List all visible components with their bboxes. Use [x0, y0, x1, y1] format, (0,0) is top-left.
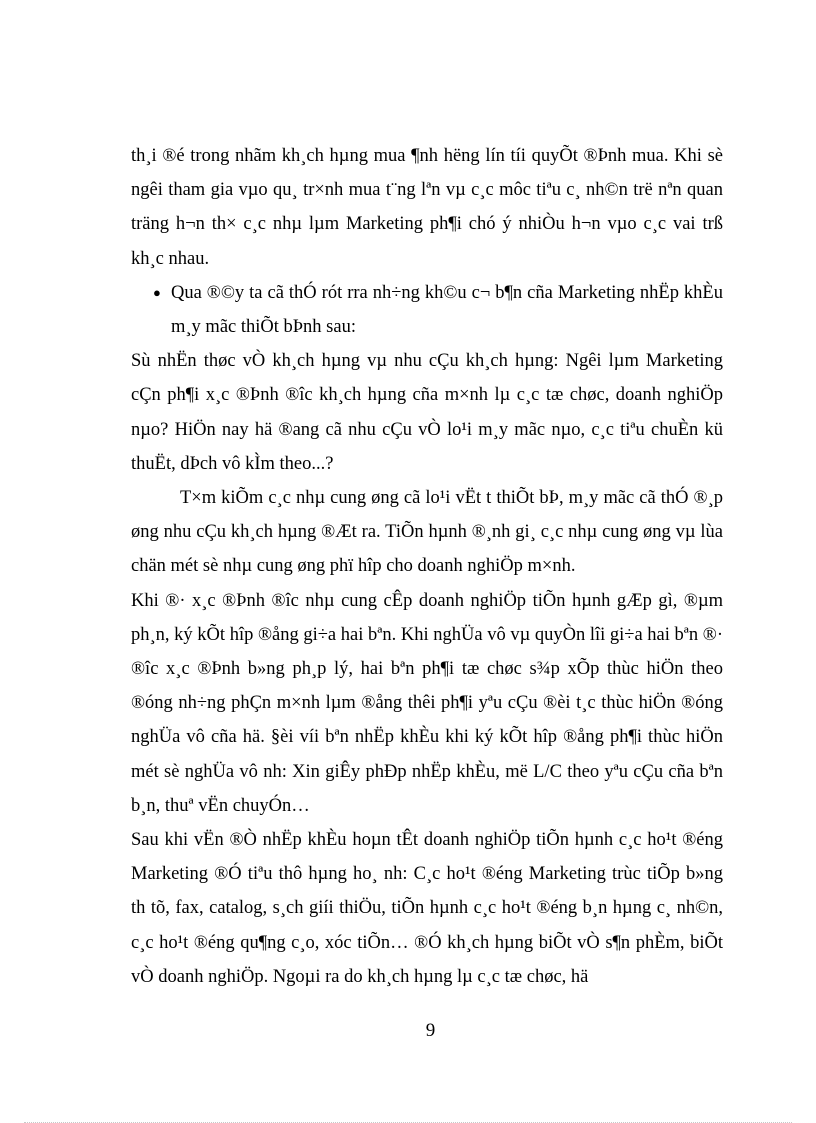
bullet-item-summary: [131, 276, 723, 344]
bullet-dot-icon: ●: [153, 284, 161, 300]
paragraph-buying-group: th¸i ®é trong nhãm kh¸ch hµng mua ¶nh hëng lín tíi quyÕt ®Þnh mua. Khi sè ngêi tham gia vµo qu¸ tr×nh mua t¨ng lªn vµ c¸c môc tiªu c¸ nh©n trë nªn quan träng h¬n th× c¸c nhµ lµm Marketing ph¶i chó ý nhiÒu h¬n vµo c¸c vai trß kh¸c nhau.: [131, 146, 723, 269]
page-number: 9: [425, 1020, 436, 1041]
paragraph-negotiation: Khi ®· x¸c ®Þnh ®îc nhµ cung cÊp doanh nghiÖp tiÕn hµnh gÆp gì, ®µm ph¸n, ký kÕt hîp ®ång gi÷a hai bªn. Khi nghÜa vô vµ quyÒn lîi gi÷a hai bªn ®· ®îc x¸c ®Þnh b»ng ph¸p lý, hai bªn ph¶i tæ chøc s¾p xÕp thùc hiÖn theo ®óng nh÷ng phÇn m×nh lµm ®ång thêi ph¶i yªu cÇu ®èi t¸c thùc hiÖn ®óng nghÜa vô cña hä. §èi víi bªn nhËp khÈu khi ký kÕt hîp ®ång ph¶i thùc hiÖn mét sè nghÜa vô nh: Xin giÊy phÐp nhËp khÈu, më L/C theo yªu cÇu cña bªn b¸n, thuª vËn chuyÓn…: [131, 590, 723, 816]
body-text: [131, 139, 723, 994]
bullet-text: Qua ®©y ta cã thÓ rót rra nh÷ng kh©u c¬ b¶n cña Marketing nhËp khÈu m¸y mãc thiÕt bÞnh sau:: [171, 282, 723, 338]
paragraph-supplier-search: T×m kiÕm c¸c nhµ cung øng cã lo¹i vËt t thiÕt bÞ, m¸y mãc cã thÓ ®¸p øng nhu cÇu kh¸ch hµng ®Æt ra. TiÕn hµnh ®¸nh gi¸ c¸c nhµ cung øng vµ lùa chän mét sè nhµ cung øng phï hîp cho doanh nghiÖp m×nh.: [131, 488, 723, 577]
paragraph-customer-awareness: Sù nhËn thøc vÒ kh¸ch hµng vµ nhu cÇu kh¸ch hµng: Ngêi lµm Marketing cÇn ph¶i x¸c ®Þnh ®îc kh¸ch hµng cña m×nh lµ c¸c tæ chøc, doanh nghiÖp nµo? HiÖn nay hä ®ang cã nhu cÇu vÒ lo¹i m¸y mãc nµo, c¸c tiªu chuÈn kü thuËt, dÞch vô kÌm theo...?: [131, 351, 723, 474]
paragraph-marketing-activities: Sau khi vËn ®Ò nhËp khÈu hoµn tÊt doanh nghiÖp tiÕn hµnh c¸c ho¹t ®éng Marketing ®Ó tiªu thô hµng ho¸ nh: C¸c ho¹t ®éng Marketing trùc tiÕp b»ng th tõ, fax, catalog, s¸ch giíi thiÖu, tiÕn hµnh c¸c ho¹t ®éng b¸n hµng c¸ nh©n, c¸c ho¹t ®éng qu¶ng c¸o, xóc tiÕn… ®Ó kh¸ch hµng biÕt vÒ s¶n phÈm, biÕt vÒ doanh nghiÖp. Ngoµi ra do kh¸ch hµng lµ c¸c tæ chøc, hä: [131, 830, 723, 987]
